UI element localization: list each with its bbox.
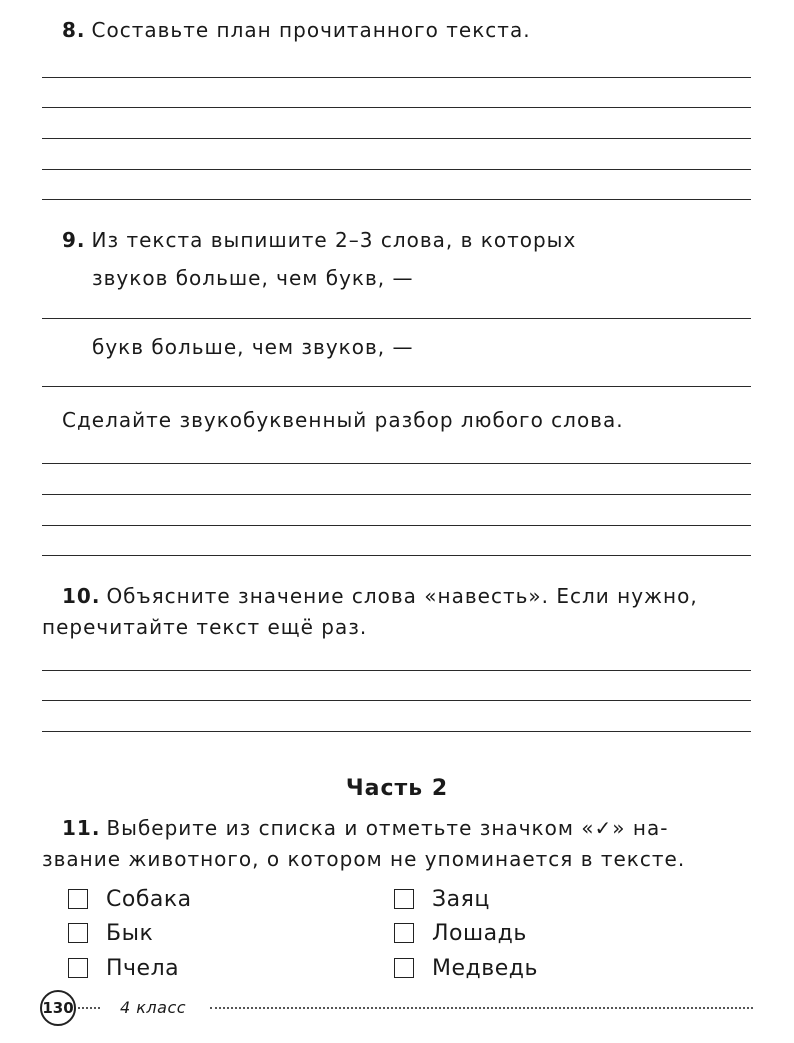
part-2-heading: Часть 2 xyxy=(345,776,449,801)
answer-line[interactable] xyxy=(42,525,751,526)
question-8-number: 8. xyxy=(62,18,86,42)
checkbox[interactable] xyxy=(68,889,88,909)
answer-line[interactable] xyxy=(42,670,751,671)
checkbox[interactable] xyxy=(68,958,88,978)
answer-line[interactable] xyxy=(42,318,751,319)
question-9-line-b: букв больше, чем звуков, — xyxy=(92,335,414,359)
option-label: Медведь xyxy=(432,955,538,981)
question-9-text: Из текста выпишите 2–3 слова, в которых xyxy=(91,228,577,252)
answer-line[interactable] xyxy=(42,494,751,495)
answer-line[interactable] xyxy=(42,731,751,732)
question-9-line-a: звуков больше, чем букв, — xyxy=(92,266,414,290)
footer-dots-right xyxy=(210,1007,753,1009)
answer-line[interactable] xyxy=(42,463,751,464)
option-byk[interactable] xyxy=(68,920,153,946)
answer-line[interactable] xyxy=(42,77,751,78)
option-label: Лошадь xyxy=(432,920,527,946)
option-label: Пчела xyxy=(106,955,180,981)
question-11-text-line1: Выберите из списка и отметьте значком «✓» на- xyxy=(106,816,669,840)
grade-label: 4 класс xyxy=(120,998,187,1017)
option-pchela[interactable] xyxy=(68,955,179,981)
option-zayats[interactable] xyxy=(394,886,490,912)
question-8-text: Составьте план прочитанного текста. xyxy=(91,18,531,42)
question-11 xyxy=(62,818,668,838)
checkbox[interactable] xyxy=(394,923,414,943)
question-8 xyxy=(62,20,531,40)
question-10-text-line2: перечитайте текст ещё раз. xyxy=(42,615,368,639)
option-label: Бык xyxy=(106,920,154,946)
question-10-number: 10. xyxy=(62,584,101,608)
option-label: Собака xyxy=(106,886,192,912)
answer-line[interactable] xyxy=(42,700,751,701)
question-9 xyxy=(62,230,576,250)
question-9-task: Сделайте звукобуквенный разбор любого слова. xyxy=(62,408,624,432)
answer-line[interactable] xyxy=(42,169,751,170)
page-number-badge: 130 xyxy=(40,990,76,1026)
checkbox[interactable] xyxy=(394,889,414,909)
answer-line[interactable] xyxy=(42,386,751,387)
answer-line[interactable] xyxy=(42,107,751,108)
question-11-text-line2: звание животного, о котором не упоминается в тексте. xyxy=(42,847,686,871)
checkbox[interactable] xyxy=(68,923,88,943)
answer-line[interactable] xyxy=(42,199,751,200)
question-11-number: 11. xyxy=(62,816,101,840)
answer-line[interactable] xyxy=(42,555,751,556)
question-10-text-line1: Объясните значение слова «навесть». Если нужно, xyxy=(106,584,698,608)
checkbox[interactable] xyxy=(394,958,414,978)
option-sobaka[interactable] xyxy=(68,886,192,912)
option-label: Заяц xyxy=(432,886,490,912)
question-9-number: 9. xyxy=(62,228,86,252)
question-10 xyxy=(62,586,698,606)
answer-line[interactable] xyxy=(42,138,751,139)
option-loshad[interactable] xyxy=(394,920,527,946)
option-medved[interactable] xyxy=(394,955,538,981)
footer-dots-left xyxy=(78,1007,100,1009)
